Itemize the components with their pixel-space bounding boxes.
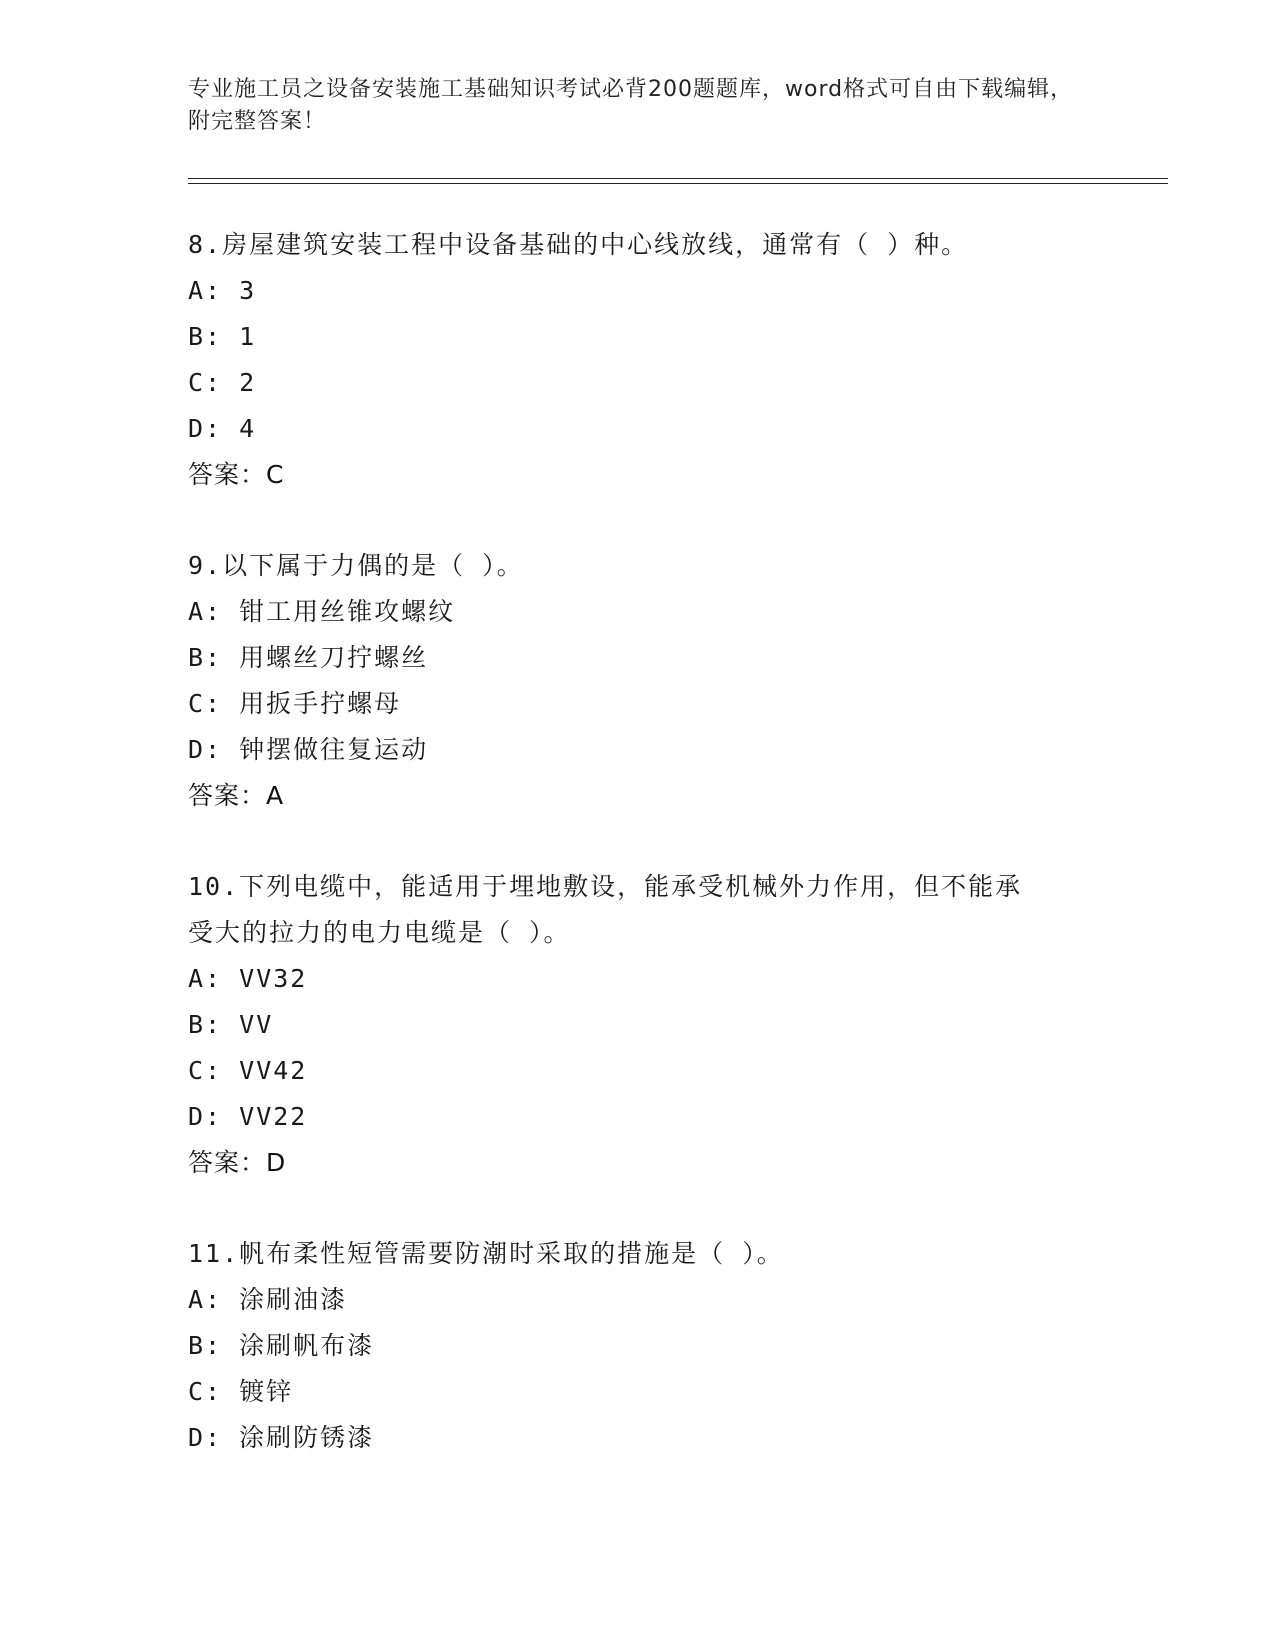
option-c: C: 镀锌 xyxy=(188,1377,294,1406)
question-8 xyxy=(188,222,1088,498)
option-c: C: 用扳手拧螺母 xyxy=(188,689,402,718)
question-title-line-2: 受大的拉力的电力电缆是（ ）。 xyxy=(188,918,571,947)
option-b: B: 用螺丝刀拧螺丝 xyxy=(188,643,429,672)
option-b: B: 涂刷帆布漆 xyxy=(188,1331,375,1360)
option-c: C: VV42 xyxy=(188,1056,308,1085)
option-d: D: 4 xyxy=(188,414,257,443)
question-title: 9.以下属于力偶的是（ ）。 xyxy=(188,551,524,580)
option-d: D: 钟摆做往复运动 xyxy=(188,735,429,764)
question-11 xyxy=(188,1231,1088,1461)
option-b: B: VV xyxy=(188,1010,274,1039)
answer: 答案：D xyxy=(188,1148,287,1177)
header-divider-bottom xyxy=(188,183,1168,184)
option-a: A: 3 xyxy=(188,276,257,305)
header-divider-top xyxy=(188,178,1168,179)
question-title-line-1: 10.下列电缆中，能适用于埋地敷设，能承受机械外力作用，但不能承 xyxy=(188,872,1023,901)
answer: 答案：C xyxy=(188,460,285,489)
option-c: C: 2 xyxy=(188,368,257,397)
option-a: A: VV32 xyxy=(188,964,308,993)
option-d: D: VV22 xyxy=(188,1102,308,1131)
question-title: 8.房屋建筑安装工程中设备基础的中心线放线，通常有（ ）种。 xyxy=(188,230,969,259)
option-a: A: 钳工用丝锥攻螺纹 xyxy=(188,597,456,626)
question-9 xyxy=(188,543,1088,819)
question-title: 11.帆布柔性短管需要防潮时采取的措施是（ ）。 xyxy=(188,1239,784,1268)
answer: 答案：A xyxy=(188,781,285,810)
option-d: D: 涂刷防锈漆 xyxy=(188,1423,375,1452)
question-10 xyxy=(188,864,1088,1186)
document-header: 专业施工员之设备安装施工基础知识考试必背200题题库，word格式可自由下载编辑，附完整答案！ xyxy=(188,77,1074,134)
option-b: B: 1 xyxy=(188,322,257,351)
option-a: A: 涂刷油漆 xyxy=(188,1285,348,1314)
